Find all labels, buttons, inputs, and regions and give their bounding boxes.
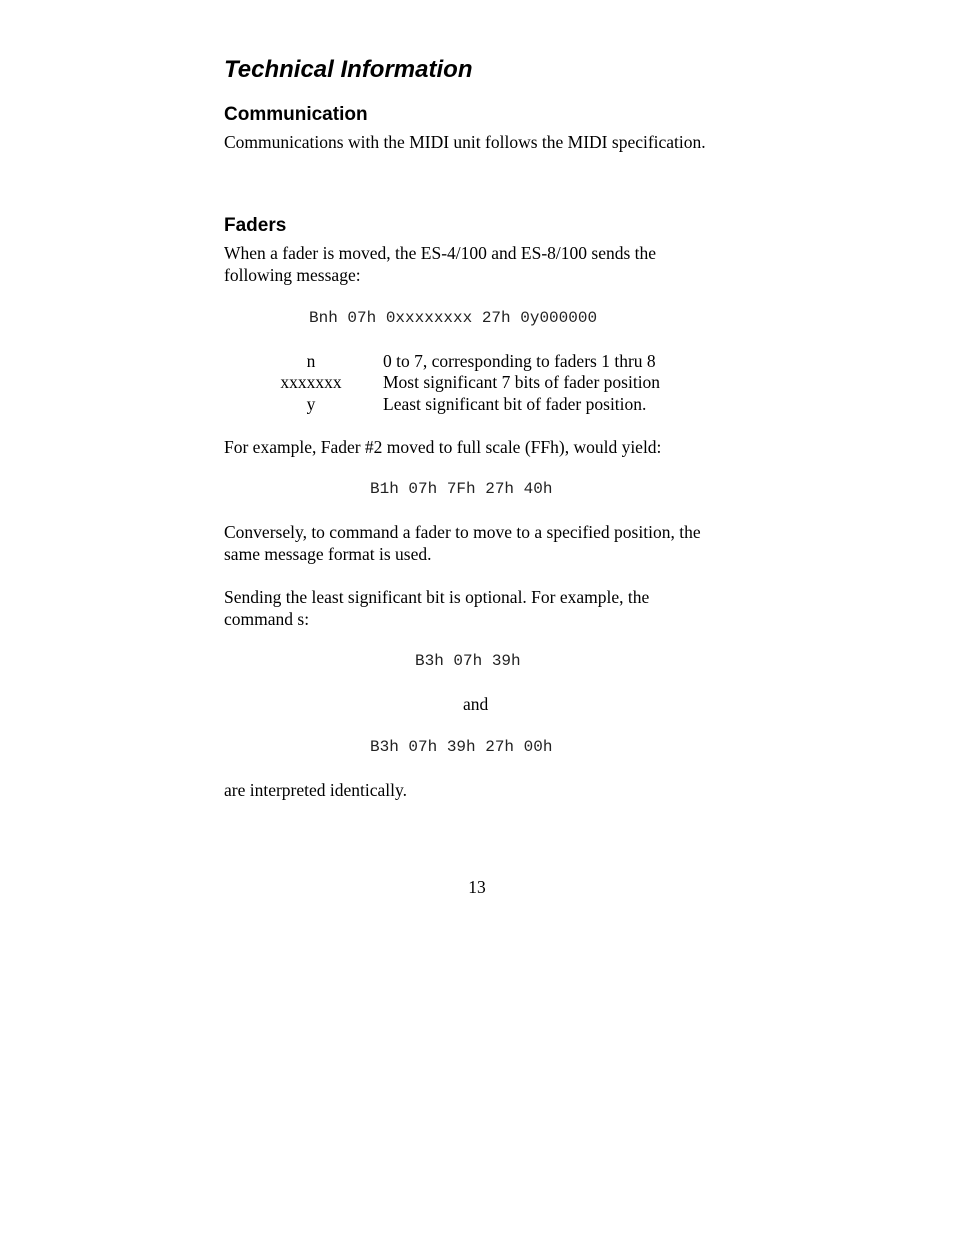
communication-text: Communications with the MIDI unit follows the MIDI specification. [224,132,706,152]
command-short-code: B3h 07h 39h [415,652,521,670]
page-title: Technical Information [224,56,473,83]
faders-heading: Faders [224,215,287,236]
definition-desc: Most significant 7 bits of fader position [383,372,661,392]
and-word: and [463,694,489,714]
message-format-code: Bnh 07h 0xxxxxxxx 27h 0y000000 [309,309,598,327]
example-intro: For example, Fader #2 moved to full scale (FFh), would yield: [224,437,662,457]
conclusion-text: are interpreted identically. [224,780,408,800]
definition-row-n [224,350,724,372]
definition-term: n [306,351,316,371]
command-long-code: B3h 07h 39h 27h 00h [370,738,553,756]
communication-heading: Communication [224,104,368,125]
faders-intro: When a fader is moved, the ES-4/100 and ES-8/100 sends the following message: [224,243,657,285]
definition-desc: 0 to 7, corresponding to faders 1 thru 8 [383,351,656,371]
definition-term: xxxxxxx [280,372,342,392]
definition-desc: Least significant bit of fader position. [383,394,647,414]
page-number: 13 [468,877,486,897]
conversely-text: Conversely, to command a fader to move to a specified position, the same message format is used. [224,522,701,564]
example-message-code: B1h 07h 7Fh 27h 40h [370,480,553,498]
definition-row-x [224,371,724,393]
definition-row-y [224,393,724,415]
definition-term: y [306,394,316,414]
optional-text: Sending the least significant bit is optional. For example, the command s: [224,587,650,629]
